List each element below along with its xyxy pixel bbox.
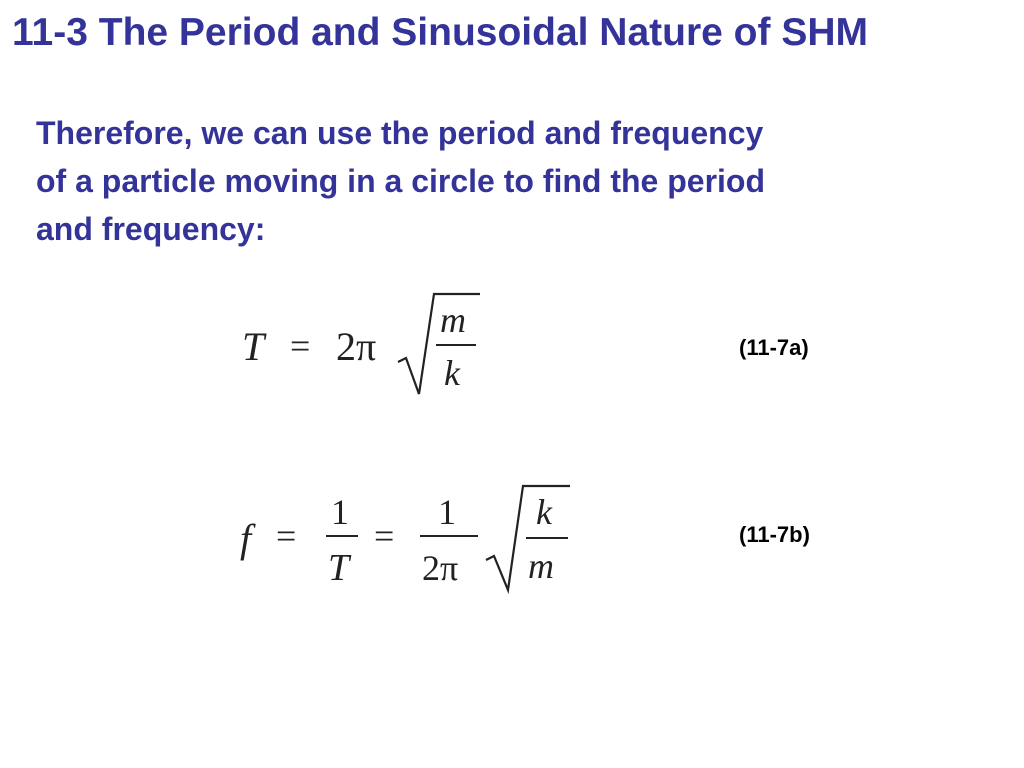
equation-frequency xyxy=(232,478,582,594)
eq-lhs-f: f xyxy=(240,516,252,561)
frac2-numerator: 1 xyxy=(438,492,456,532)
eq-equals: = xyxy=(290,326,311,366)
frac1-denominator: T xyxy=(328,547,350,589)
frac2-denominator: 2π xyxy=(422,548,459,588)
radicand-numerator: m xyxy=(440,300,466,340)
equation-label-11-7b: (11-7b) xyxy=(739,522,810,547)
equation-frequency-graphic xyxy=(232,478,582,594)
radicand-numerator: k xyxy=(536,492,552,532)
body-line: Therefore, we can use the period and frequency xyxy=(36,115,764,151)
body-line: and frequency: xyxy=(36,211,266,247)
radicand-denominator: m xyxy=(528,546,554,586)
frac1-numerator: 1 xyxy=(331,492,349,532)
eq-equals: = xyxy=(276,516,297,556)
radicand-denominator: k xyxy=(444,353,460,393)
body-paragraph xyxy=(36,109,976,253)
eq-equals: = xyxy=(374,516,395,556)
slide-title: 11-3 The Period and Sinusoidal Nature of SHM xyxy=(12,11,868,54)
eq-coefficient: 2π xyxy=(336,324,377,369)
body-line: of a particle moving in a circle to find the period xyxy=(36,163,765,199)
equation-label-11-7a: (11-7a) xyxy=(739,335,809,360)
equation-period xyxy=(236,288,496,404)
eq-lhs-T: T xyxy=(242,324,265,369)
equation-period-graphic xyxy=(236,288,496,404)
